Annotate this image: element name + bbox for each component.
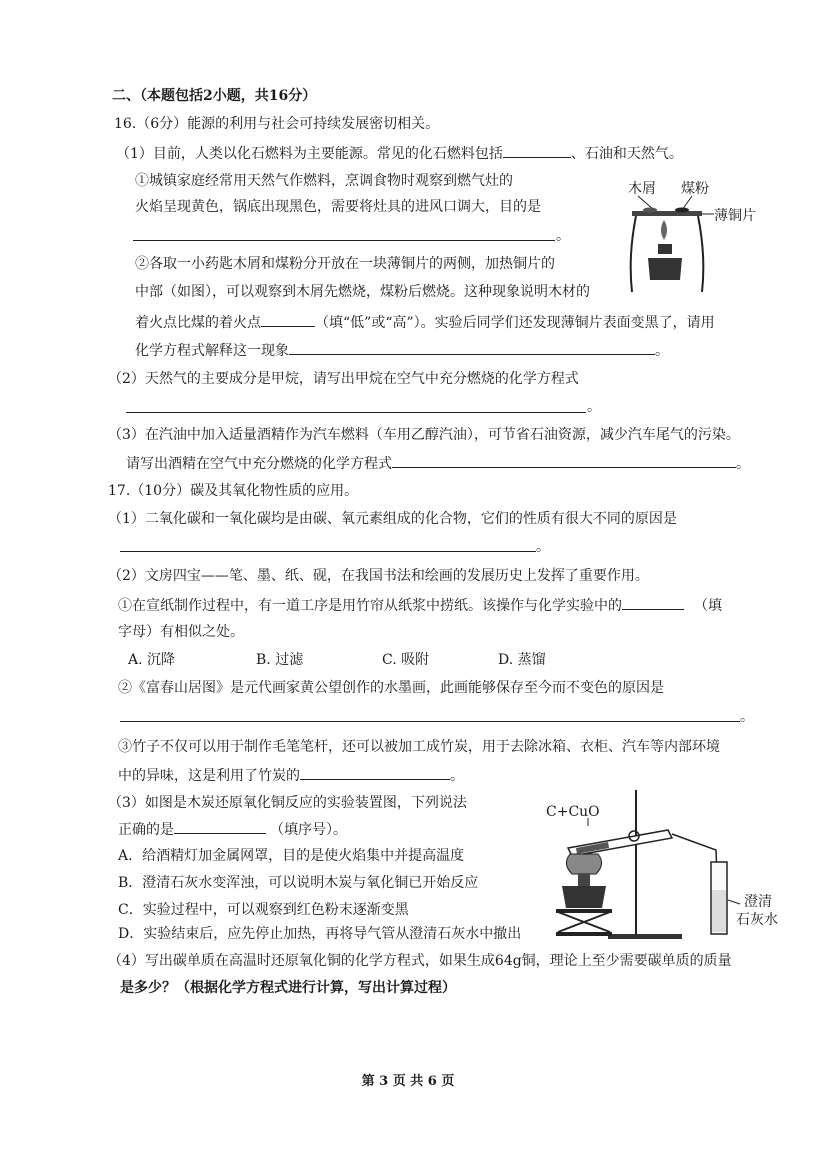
carbon-cuo-apparatus-figure [548,790,778,940]
q17-part2: （2）文房四宝——笔、墨、纸、砚，在我国书法和绘画的发展历史上发挥了重要作用。 [108,568,649,584]
tripod-leg-right [698,216,703,292]
lamp-neck [658,244,672,254]
q16-part3-line1: （3）在汽油中加入适量酒精作为汽车燃料（车用乙醇汽油），可节省石油资源，减少汽车尾气的污染。 [108,427,740,443]
q16-blank-equation-methane[interactable] [126,412,586,413]
alcohol-lamp-body [562,886,606,908]
q16-sub2-line1: ②各取一小药匙木屑和煤粉分开放在一块薄铜片的两侧，加热铜片的 [135,256,555,272]
lab-jack [558,912,610,932]
q16-sub2-line3 [135,312,715,333]
wood-pile [643,208,657,213]
q16-sub2-line3-b: （填“低”或“高”）。实验后同学们还发现薄铜片表面变黑了，请用 [315,315,715,331]
q17-sub2-end: 。 [740,709,754,725]
q17-part3-line2 [118,819,347,840]
q17-part4-line1: （4）写出碳单质在高温时还原氧化铜的化学方程式，如果生成64g铜，理论上至少需要碳单质的质量 [108,953,732,969]
label-copper-sheet: 薄铜片 [714,208,756,224]
q16-sub2-line3-a: 着火点比煤的着火点 [135,315,261,331]
q17-sub3-line2-text: 中的异味，这是利用了竹炭的 [118,768,300,784]
iron-stand-base [608,934,682,939]
page-footer: 第 3 页 共 6 页 [361,1074,455,1089]
q16-blank-fossil-fuel[interactable] [503,143,571,158]
lab-jack-base [556,932,612,936]
q16-part1-text-a: （1）目前，人类以化石燃料为主要能源。常见的化石燃料包括 [116,146,503,162]
q17-sub3-line2 [118,765,464,786]
q16-blank-ignition[interactable] [261,312,315,327]
q17-part3-line2-b: （填序号）。 [270,822,347,838]
q17-sub1-line2: 字母）有相似之处。 [118,624,244,640]
q17-option-d[interactable]: D. 蒸馏 [498,652,546,668]
q17-blank-ink-reason[interactable] [120,721,740,722]
q16-blank-equation-copper[interactable] [289,340,655,355]
q16-sub2-line4-end: 。 [655,343,669,359]
q16-blank-purpose[interactable] [133,240,555,241]
q17-part3-line2-a: 正确的是 [118,822,174,838]
q17-sub3-end: 。 [450,768,464,784]
q17-p3-option-c[interactable]: C．实验过程中，可以观察到红色粉末逐渐变黑 [118,902,409,918]
q16-part1 [116,143,683,164]
q17-sub3-line1: ③竹子不仅可以用于制作毛笔笔杆，还可以被加工成竹炭，用于去除冰箱、衣柜、汽车等内部环境 [118,739,720,755]
q17-p3-option-a[interactable]: A．给酒精灯加金属网罩，目的是使火焰集中并提高温度 [118,848,465,864]
q16-part3-line2-text: 请写出酒精在空气中充分燃烧的化学方程式 [126,456,392,472]
coal-pile [675,208,689,213]
label-coal-powder: 煤粉 [681,181,709,197]
q17-sub1-text-b: （填 [694,598,722,614]
q17-sub1-text-a: ①在宣纸制作过程中，有一道工序是用竹帘从纸浆中捞纸。该操作与化学实验中的 [118,598,622,614]
alcohol-lamp [648,258,682,280]
label-wood-shavings: 木屑 [628,181,656,197]
q16-stem: 16.（6分）能源的利用与社会可持续发展密切相关。 [114,116,440,132]
q17-p3-option-b[interactable]: B．澄清石灰水变浑浊，可以说明木炭与氧化铜已开始反应 [118,875,479,891]
q17-blank-operation[interactable] [622,595,684,610]
q16-part2-end: 。 [587,399,601,415]
limewater-liquid [712,890,726,932]
q16-sub2-line2: 中部（如图），可以观察到木屑先燃烧，煤粉后燃烧。这种现象说明木材的 [135,284,590,300]
q17-option-b[interactable]: B. 过滤 [256,652,304,668]
q16-sub2-line4-text: 化学方程式解释这一现象 [135,343,289,359]
q16-part1-text-b: 、石油和天然气。 [570,146,683,162]
q17-option-c[interactable]: C. 吸附 [382,652,430,668]
copper-sheet [632,211,702,216]
q17-p3-option-d[interactable]: D．实验结束后，应先停止加热，再将导气管从澄清石灰水中撤出 [118,926,522,942]
q16-sub1-line1: ①城镇家庭经常用天然气作燃料，烹调食物时观察到燃气灶的 [135,173,513,189]
q17-stem: 17.（10分）碳及其氧化物性质的应用。 [108,483,359,499]
label-limewater-2: 石灰水 [736,912,778,928]
q17-sub2: ②《富春山居图》是元代画家黄公望创作的水墨画，此画能够保存至今而不变色的原因是 [118,680,664,696]
q16-sub1-line2: 火焰呈现黄色，锅底出现黑色，需要将灶具的进风口调大，目的是 [135,199,541,215]
q16-part3-line2 [126,453,750,474]
pointer-limewater [728,900,740,904]
lab-jack-top [556,909,612,913]
q17-blank-correct-option[interactable] [174,819,266,834]
q16-sub1-end: 。 [556,228,570,244]
q16-blank-equation-ethanol[interactable] [392,453,736,468]
q17-part4-line2: 是多少？（根据化学方程式进行计算，写出计算过程） [120,980,456,996]
lamp-wick-holder [578,874,590,886]
tripod-copper-figure [620,196,720,306]
label-limewater-1: 澄清 [744,894,772,910]
metal-mesh-cover [566,854,601,874]
q17-sub1 [118,595,722,616]
q17-part1-end: 。 [536,539,550,555]
tripod-leg-left [631,216,636,292]
section-heading: 二、（本题包括2小题，共16分） [112,88,317,104]
q17-blank-property[interactable] [300,765,450,780]
q16-part3-end: 。 [736,456,750,472]
label-c-cuo: C+CuO [546,804,600,820]
q17-option-a[interactable]: A. 沉降 [128,652,176,668]
q17-part3-line1: （3）如图是木炭还原氧化铜反应的实验装置图，下列说法 [108,795,467,811]
q17-blank-reason[interactable] [120,551,536,552]
flame [661,220,667,240]
q16-sub2-line4 [135,340,669,361]
q17-part1: （1）二氧化碳和一氧化碳均是由碳、氧元素组成的化合物，它们的性质有很大不同的原因是 [108,511,677,527]
q16-part2: （2）天然气的主要成分是甲烷，请写出甲烷在空气中充分燃烧的化学方程式 [108,371,579,387]
